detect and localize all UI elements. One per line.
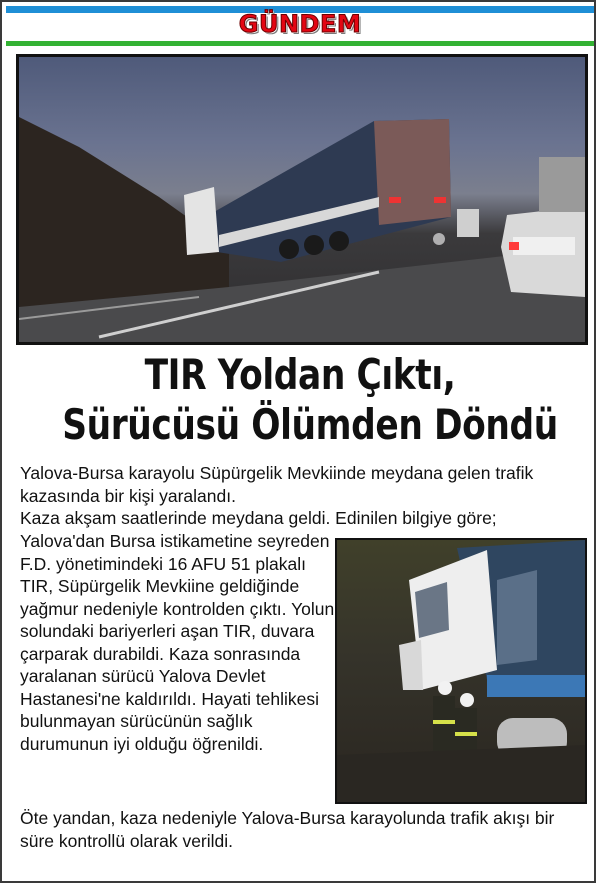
truck-cab-illustration — [337, 540, 585, 802]
article-lead-block — [20, 462, 592, 530]
headline-line-1: TIR Yoldan Çıktı, — [144, 350, 456, 399]
banner-stripe-green — [6, 41, 594, 46]
truck-scene-illustration — [19, 57, 585, 342]
article-column-text: Yalova'dan Bursa istikametine seyreden F.D. yönetimindeki 16 AFU 51 plakalı TIR, Süpürgelik Mevkiine geldiğinde yağmur nedeniyle kontrolden çıktı. Yolun solundaki bariyerleri aşan TIR, duvara çarparak durabildi. Kaza sonrasında yaralanan sürücü Yalova Devlet Hastanesi'ne kaldırıldı. Hayati tehlikesi bulunmayan sürücünün sağlık durumunun iyi olduğu öğrenildi. — [20, 531, 335, 754]
section-banner — [6, 6, 594, 46]
article-lead: Yalova-Bursa karayolu Süpürgelik Mevkiinde meydana gelen trafik kazasında bir kişi yaralandı. — [20, 463, 534, 506]
article-tail — [20, 807, 592, 852]
secondary-photo-truck-cab — [335, 538, 587, 804]
section-label: GÜNDEM — [238, 10, 362, 38]
headline — [62, 350, 558, 450]
article-column — [20, 530, 340, 755]
headline-line-2: Sürücüsü Ölümden Döndü — [62, 400, 558, 449]
article-paragraph-start: Kaza akşam saatlerinde meydana geldi. Edinilen bilgiye göre; — [20, 508, 497, 528]
main-photo-truck-crash — [16, 54, 588, 345]
article-tail-text: Öte yandan, kaza nedeniyle Yalova-Bursa karayolunda trafik akışı bir süre kontrollü olarak verildi. — [20, 808, 555, 851]
